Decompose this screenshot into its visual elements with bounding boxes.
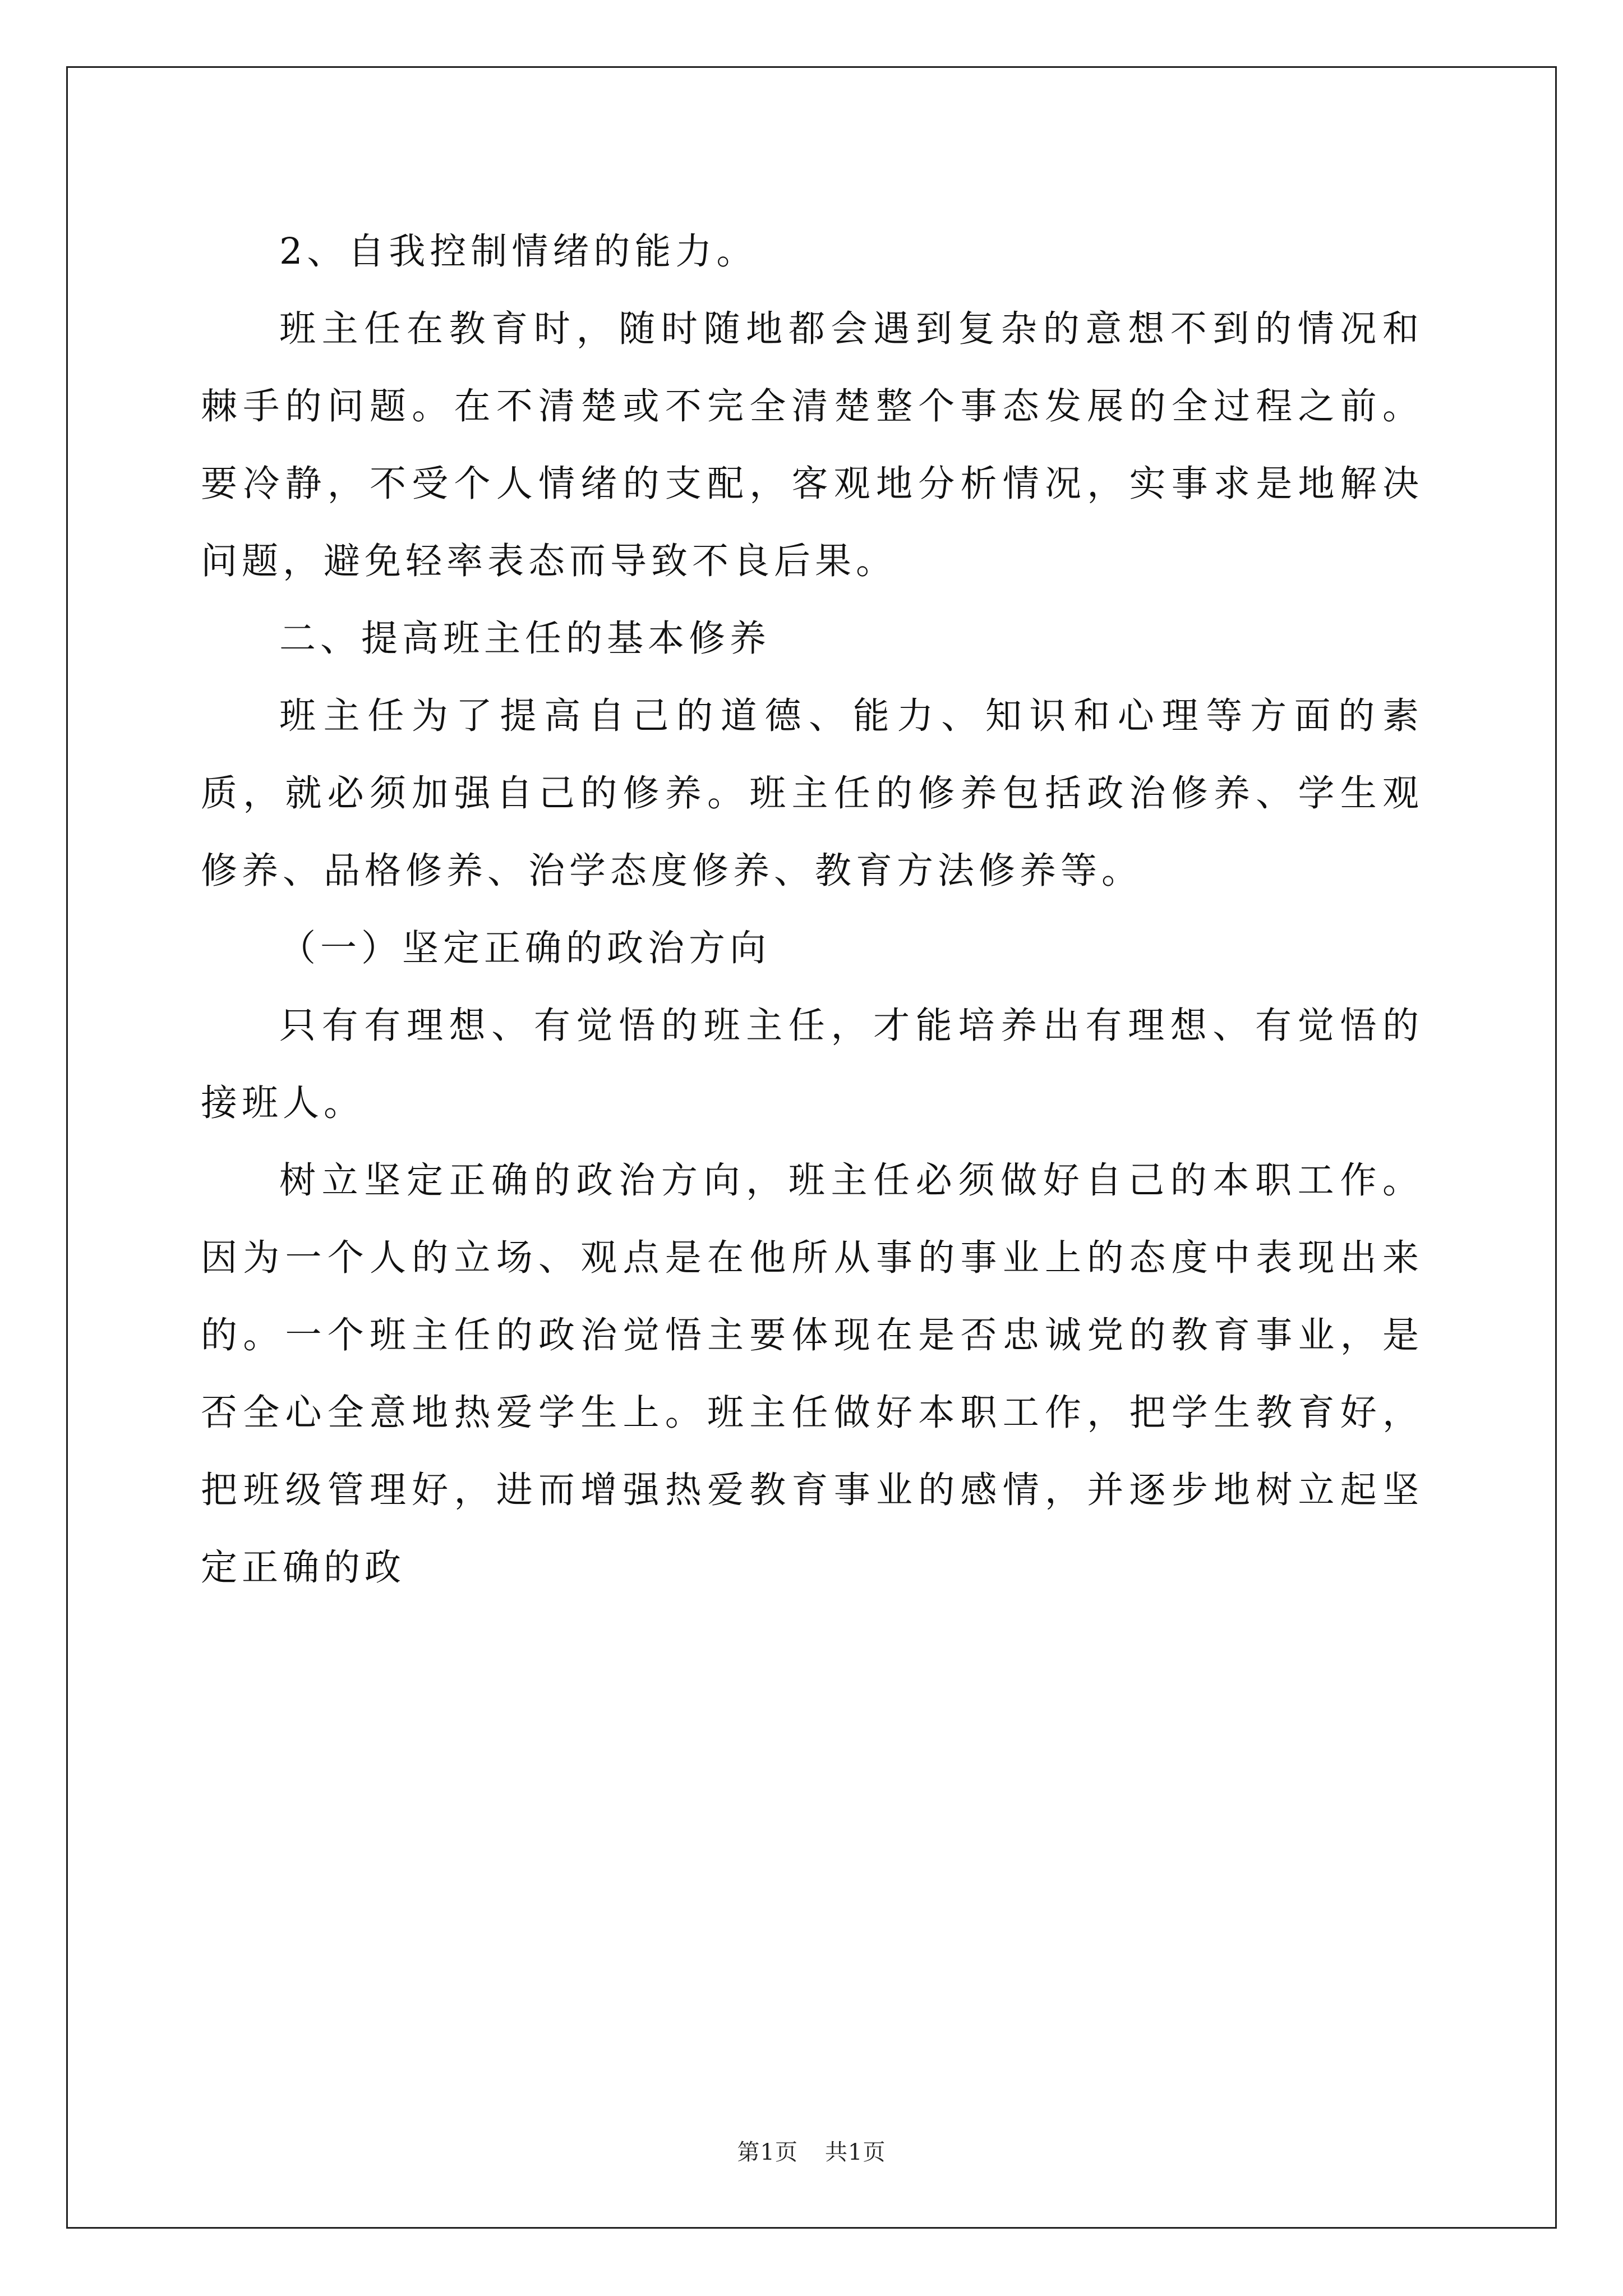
paragraph-heading-emotion-control: 2、自我控制情绪的能力。 <box>279 231 758 273</box>
subsection-heading-political-direction: （一）坚定正确的政治方向 <box>279 927 771 969</box>
page-total: 共1页 <box>825 2139 886 2165</box>
page-number: 第1页 <box>737 2139 798 2165</box>
paragraph-political-direction-body: 树立坚定正确的政治方向，班主任必须做好自己的本职工作。因为一个人的立场、观点是在他所从事的事业上的态度中表现出来的。一个班主任的政治觉悟主要体现在是否忠诚党的教育事业，是否全心全意地热爱学生上。班主任做好本职工作，把学生教育好，把班级管理好，进而增强热爱教育事业的感情，并逐步地树立起坚定正确的政 <box>201 1159 1423 1589</box>
document-body <box>201 213 1423 1607</box>
paragraph-ideal-teacher: 只有有理想、有觉悟的班主任，才能培养出有理想、有觉悟的接班人。 <box>201 1005 1423 1124</box>
section-heading-basic-cultivation: 二、提高班主任的基本修养 <box>279 618 771 660</box>
page-footer <box>0 2134 1623 2166</box>
paragraph-cultivation-body: 班主任为了提高自己的道德、能力、知识和心理等方面的素质，就必须加强自己的修养。班主任的修养包括政治修养、学生观修养、品格修养、治学态度修养、教育方法修养等。 <box>201 695 1423 892</box>
paragraph-emotion-control-body: 班主任在教育时，随时随地都会遇到复杂的意想不到的情况和棘手的问题。在不清楚或不完全清楚整个事态发展的全过程之前。要冷静，不受个人情绪的支配，客观地分析情况，实事求是地解决问题，避免轻率表态而导致不良后果。 <box>201 308 1423 582</box>
